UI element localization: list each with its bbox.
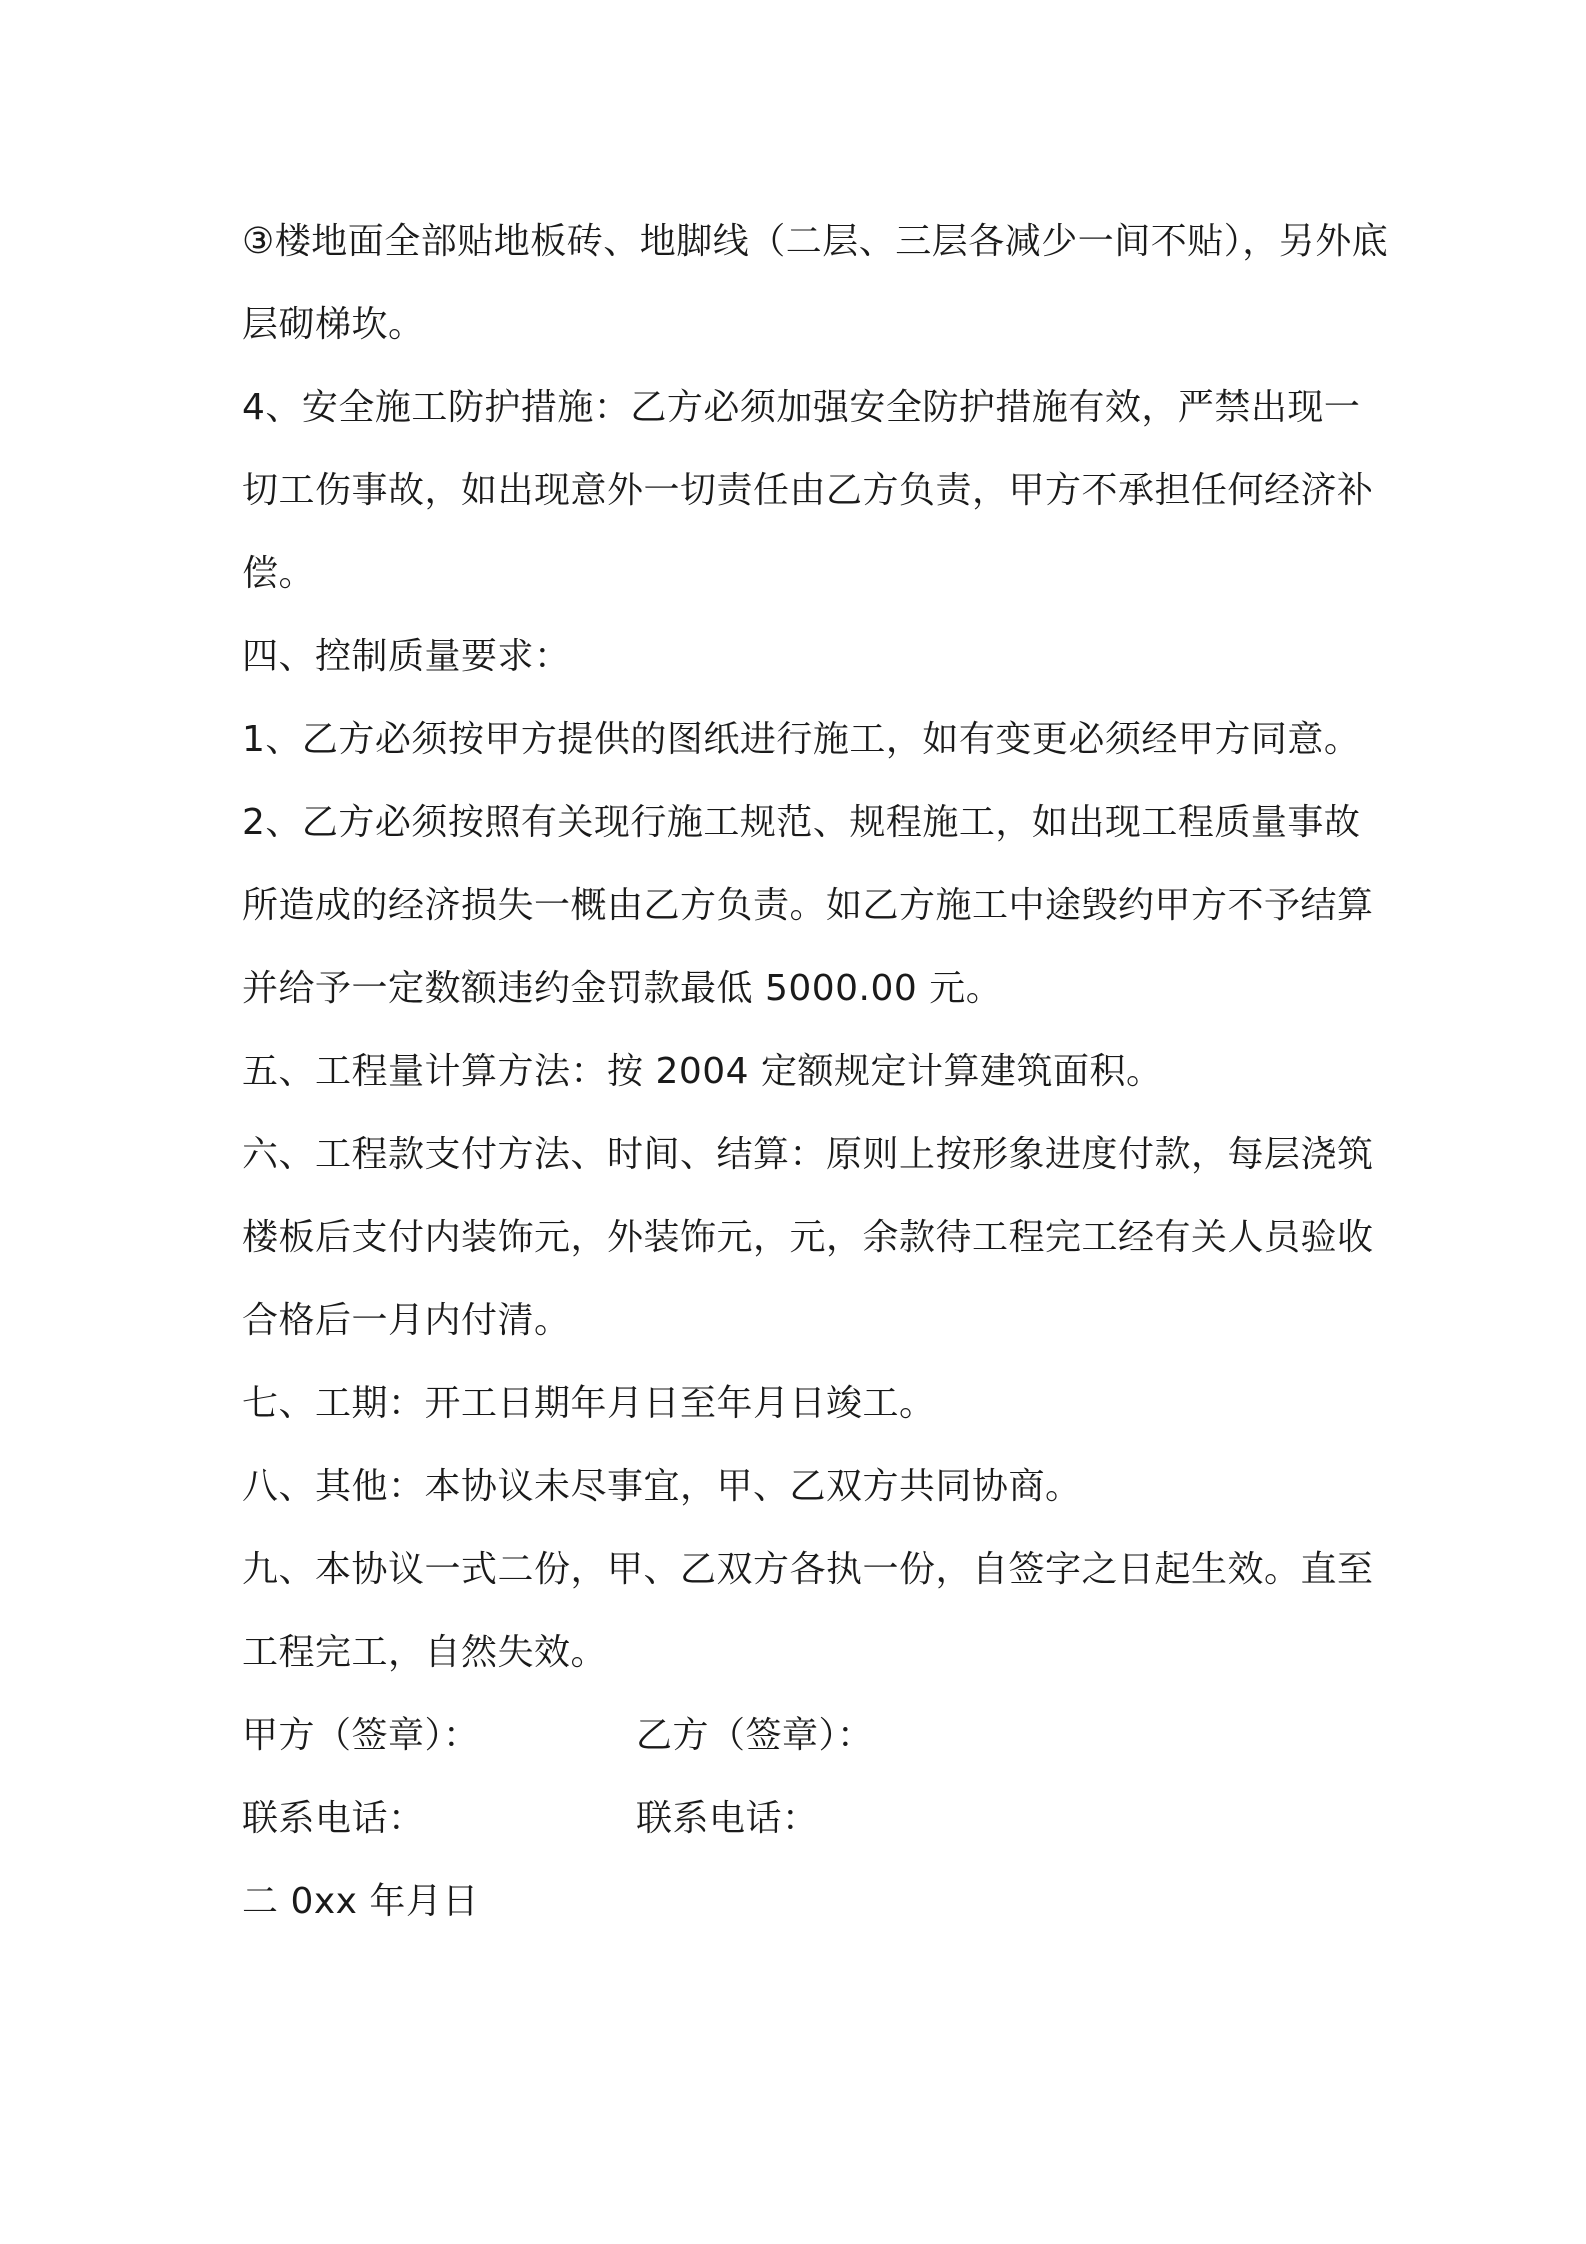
party-b-phone-label: 联系电话：: [636, 1798, 819, 1839]
paragraph-quantity-calculation: 五、工程量计算方法：按 2004 定额规定计算建筑面积。: [242, 1051, 1163, 1092]
date-line: 二 0xx 年月日: [242, 1881, 479, 1922]
paragraph-safety-measures: 4、安全施工防护措施：乙方必须加强安全防护措施有效，严禁出现一切工伤事故，如出现意外一切责任由乙方负责，甲方不承担任何经济补偿。: [242, 387, 1374, 594]
paragraph-payment-terms: 六、工程款支付方法、时间、结算：原则上按形象进度付款，每层浇筑楼板后支付内装饰元，外装饰元，元，余款待工程完工经有关人员验收合格后一月内付清。: [242, 1134, 1374, 1341]
paragraph-floor-tiles: ③楼地面全部贴地板砖、地脚线（二层、三层各减少一间不贴），另外底层砌梯坎。: [242, 221, 1389, 345]
paragraph-quality-standards: 2、乙方必须按照有关现行施工规范、规程施工，如出现工程质量事故所造成的经济损失一概由乙方负责。如乙方施工中途毁约甲方不予结算并给予一定数额违约金罚款最低 5000.00 元。: [242, 802, 1374, 1009]
signature-row: [242, 1694, 1392, 1777]
section-heading-quality: 四、控制质量要求：: [242, 636, 571, 677]
paragraph-construction-period: 七、工期：开工日期年月日至年月日竣工。: [242, 1383, 936, 1424]
phone-row: [242, 1777, 1392, 1860]
document-body: [242, 200, 1392, 1943]
party-a-phone-label: 联系电话：: [242, 1798, 425, 1839]
paragraph-copies-validity: 九、本协议一式二份，甲、乙双方各执一份，自签字之日起生效。直至工程完工，自然失效。: [242, 1549, 1374, 1673]
paragraph-quality-drawings: 1、乙方必须按甲方提供的图纸进行施工，如有变更必须经甲方同意。: [242, 719, 1361, 760]
paragraph-other-matters: 八、其他：本协议未尽事宜，甲、乙双方共同协商。: [242, 1466, 1082, 1507]
party-b-signature-label: 乙方（签章）：: [636, 1715, 874, 1756]
party-a-signature-label: 甲方（签章）：: [242, 1715, 480, 1756]
